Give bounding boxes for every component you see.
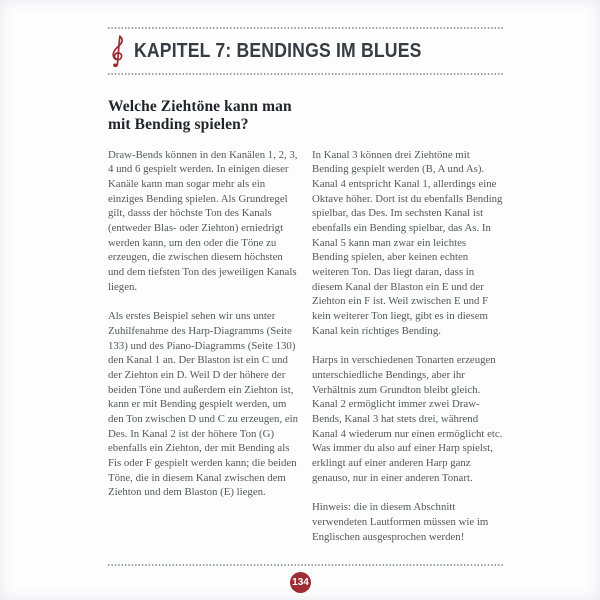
paragraph: Draw-Bends können in den Kanälen 1, 2, 3, 4 und 6 gespielt werden. In einigen dieser Kanäle kann man sogar mehr als ein einziges Bending spielen. Als Grundregel gilt, dasss der höchste Ton des Kanals (entweder Blas- oder Ziehton) erniedrigt werden kann, um den oder die Töne zu erzeugen, die zwischen diesem höchsten und dem tiefsten Ton des jeweiligen Kanals liegen. xyxy=(108,148,298,293)
body-columns xyxy=(108,148,503,560)
right-column xyxy=(312,148,503,560)
left-column xyxy=(108,148,299,560)
page-number: 134 xyxy=(292,576,309,588)
section-heading xyxy=(108,98,503,135)
header-bottom-rule xyxy=(108,73,503,75)
paragraph: Hinweis: die in diesem Abschnitt verwendeten Lautformen müssen wie im Englischen ausgesprochen werden! xyxy=(312,501,489,543)
paragraph: Harps in verschiedenen Tonarten erzeugen unterschiedliche Bendings, aber ihr Verhältnis zum Grundton bleibt gleich. Kanal 2 ermöglicht immer zwei Draw-Bends, Kanal 3 hat stets drei, während Kanal 4 wiederum nur einen ermöglicht etc. Was immer du also auf einer Harp spielst, erklingt auf einer anderen Harp ganz genauso, nur in einer anderen Tonart. xyxy=(312,354,503,484)
chapter-header xyxy=(108,29,503,73)
paragraph: Als erstes Beispiel sehen wir uns unter Zuhilfenahme des Harp-Diagramms (Seite 133) und des Piano-Diagramms (Seite 130) den Kanal 1 an. Der Blaston ist ein C und der Ziehton ein D. Weil D der höhere der beiden Töne und außerdem ein Ziehton ist, kann er mit Bending gespielt werden, um den Ton zwischen D und C zu erzeugen, ein Des. In Kanal 2 ist der höhere Ton (G) ebenfalls ein Ziehton, der mit Bending als Fis oder F gespielt werden kann; die beiden Töne, die in diesem Kanal zwischen dem Ziehton und dem Blaston (E) liegen. xyxy=(108,310,299,499)
treble-clef-icon xyxy=(108,33,126,69)
page-number-badge xyxy=(290,572,311,593)
section-heading-line1: Welche Ziehtöne kann man xyxy=(108,98,292,115)
section-heading-line2: mit Bending spielen? xyxy=(108,116,249,134)
page-content xyxy=(108,0,503,559)
paragraph: In Kanal 3 können drei Ziehtöne mit Bending gespielt werden (B, A und As). Kanal 4 entspricht Kanal 1, allerdings eine Oktave höher. Dort ist du ebenfalls Bending spielbar, das Des. Im sechsten Kanal ist ebenfalls ein Bending spielbar, das As. In Kanal 5 kann man zwar ein leichtes Bending spielen, aber keinen echten weiteren Ton. Das liegt daran, dass in diesem Kanal der Blaston ein E und der Ziehton ein F ist. Weil zwischen E und F kein weiterer Ton liegt, gibt es in diesem Kanal kein richtiges Bending. xyxy=(312,148,503,337)
chapter-title: KAPITEL 7: BENDINGS IM BLUES xyxy=(134,38,422,62)
footer-rule xyxy=(108,564,503,566)
